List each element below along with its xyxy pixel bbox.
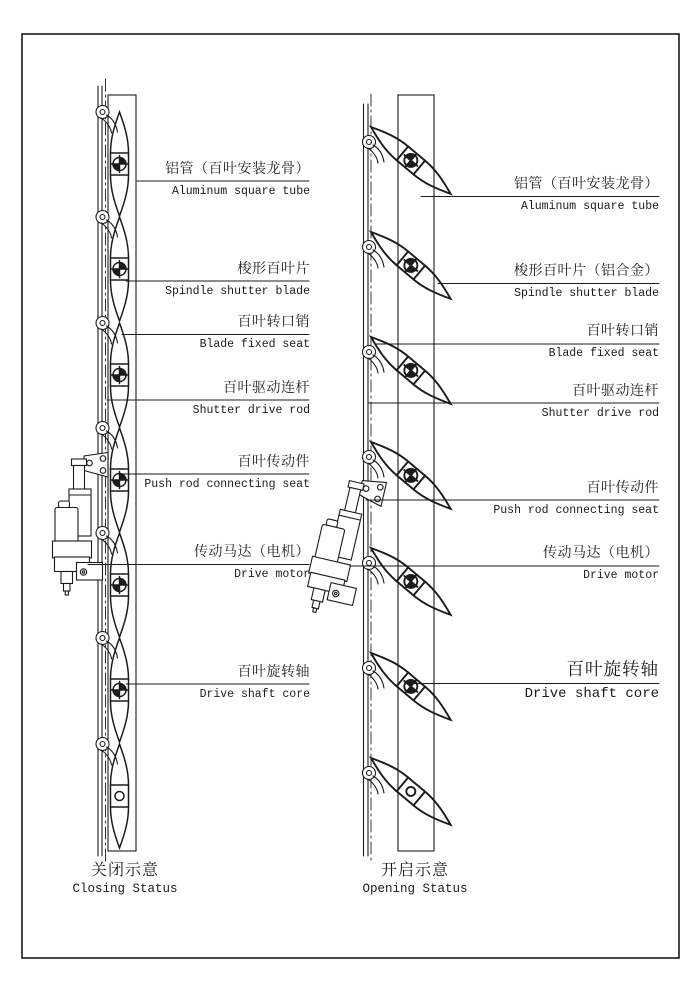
shutter-blades-closed bbox=[111, 112, 129, 848]
label-zh: 铝管（百叶安装龙骨） bbox=[514, 177, 659, 192]
shutter-blades-open bbox=[365, 120, 456, 832]
label-en: Aluminum square tube bbox=[171, 185, 310, 198]
label-left-aluminum-tube bbox=[165, 160, 310, 198]
label-zh: 百叶传动件 bbox=[237, 455, 310, 470]
label-zh: 百叶驱动连杆 bbox=[223, 381, 310, 396]
label-zh: 百叶旋转轴 bbox=[566, 659, 659, 679]
label-en: Shutter drive rod bbox=[541, 407, 659, 420]
label-en: Push rod connecting seat bbox=[493, 504, 659, 517]
drive-motor bbox=[53, 453, 109, 596]
label-left-blade-fixed-seat bbox=[200, 313, 310, 351]
closing-assembly bbox=[53, 79, 137, 861]
blade-pivots bbox=[96, 106, 118, 766]
caption-closing-status bbox=[40, 861, 210, 898]
label-left-shaft-core bbox=[200, 663, 310, 701]
label-right-drive-motor bbox=[543, 544, 659, 582]
label-en: Drive motor bbox=[234, 568, 310, 581]
label-en: Spindle shutter blade bbox=[514, 287, 659, 300]
label-zh: 梭形百叶片 bbox=[237, 262, 310, 277]
caption-en: Opening Status bbox=[362, 882, 468, 896]
label-zh: 传动马达（电机） bbox=[543, 546, 659, 561]
label-zh: 百叶驱动连杆 bbox=[572, 384, 659, 399]
label-zh: 百叶旋转轴 bbox=[237, 665, 310, 680]
label-en: Drive shaft core bbox=[524, 686, 659, 702]
label-left-drive-rod bbox=[193, 379, 310, 417]
label-en: Spindle shutter blade bbox=[165, 285, 310, 298]
label-right-shaft-core bbox=[525, 657, 659, 701]
label-zh: 百叶传动件 bbox=[586, 481, 659, 496]
label-left-spindle-blade bbox=[165, 260, 310, 298]
label-en: Aluminum square tube bbox=[520, 200, 659, 213]
label-right-spindle-blade bbox=[514, 262, 659, 300]
drive-motor bbox=[300, 470, 386, 621]
label-zh: 梭形百叶片（铝合金） bbox=[514, 264, 659, 279]
caption-en: Closing Status bbox=[72, 882, 178, 896]
label-right-connecting-seat bbox=[493, 479, 659, 517]
label-zh: 百叶转口销 bbox=[237, 315, 310, 330]
caption-zh: 开启示意 bbox=[380, 862, 449, 879]
caption-opening-status bbox=[330, 861, 500, 898]
label-en: Drive shaft core bbox=[199, 688, 310, 701]
label-en: Drive motor bbox=[583, 569, 659, 582]
label-zh: 铝管（百叶安装龙骨） bbox=[165, 162, 310, 177]
label-left-drive-motor bbox=[194, 543, 310, 581]
label-en: Blade fixed seat bbox=[548, 347, 659, 360]
label-left-connecting-seat bbox=[144, 453, 310, 491]
label-en: Blade fixed seat bbox=[199, 338, 310, 351]
label-right-drive-rod bbox=[542, 382, 659, 420]
caption-zh: 关闭示意 bbox=[90, 862, 159, 879]
label-zh: 百叶转口销 bbox=[586, 324, 659, 339]
label-en: Push rod connecting seat bbox=[144, 478, 310, 491]
label-zh: 传动马达（电机） bbox=[194, 545, 310, 560]
label-en: Shutter drive rod bbox=[192, 404, 310, 417]
label-right-aluminum-tube bbox=[514, 175, 659, 213]
opening-assembly bbox=[300, 94, 456, 861]
drive-rod bbox=[364, 104, 369, 856]
label-right-blade-fixed-seat bbox=[549, 322, 659, 360]
